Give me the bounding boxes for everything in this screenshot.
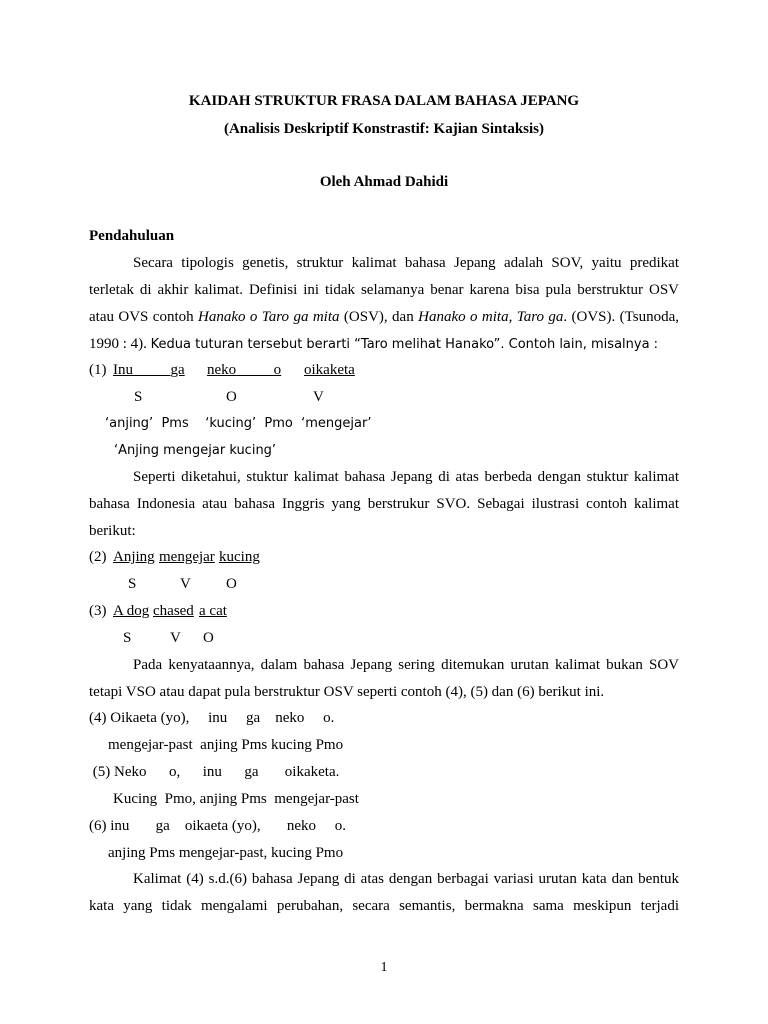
section-heading: Pendahuluan — [89, 228, 175, 244]
text-run: Kedua tuturan tersebut berarti “Taro melihat Hanako”. Contoh lain, misalnya : — [150, 337, 659, 352]
word: neko — [207, 362, 237, 378]
example-word: kucing — [219, 549, 260, 565]
syntax-label-v: V — [170, 630, 181, 646]
syntax-label-s: S — [128, 576, 137, 592]
word: o — [273, 362, 282, 378]
text-run: . (OVS). (Tsunoda, — [563, 309, 680, 325]
syntax-label-o: O — [226, 576, 237, 592]
example-osv: Hanako o Taro ga mita — [198, 309, 340, 325]
example-number: (1) — [89, 362, 107, 378]
example-gloss: ‘anjing’ Pms ‘kucing’ Pmo ‘mengejar’ — [105, 416, 372, 431]
example-word: A dog — [113, 603, 150, 619]
paragraph-3-line-1: Pada kenyataannya, dalam bahasa Jepang sering ditemukan urutan kalimat bukan SOV — [133, 657, 679, 673]
example-word: mengejar — [159, 549, 215, 565]
example-ovs: Hanako o mita, Taro ga — [418, 309, 564, 325]
paragraph-1-line-2: terletak di akhir kalimat. Definisi ini tidak selamanya benar karena bisa pula berstruktur OSV — [89, 282, 679, 298]
syntax-label-o: O — [226, 389, 237, 405]
example-word: a cat — [199, 603, 227, 619]
example-5-line: (5) Neko o, inu ga oikaketa. — [89, 764, 340, 780]
example-number: (2) — [89, 549, 107, 565]
paragraph-2-line-2: bahasa Indonesia atau bahasa Inggris yang berstrukur SVO. Sebagai ilustrasi contoh kalimat — [89, 496, 679, 512]
syntax-label-s: S — [123, 630, 132, 646]
paragraph-1-line-1: Secara tipologis genetis, struktur kalimat bahasa Jepang adalah SOV, yaitu predikat — [133, 255, 679, 271]
example-number: (3) — [89, 603, 107, 619]
example-word — [113, 360, 185, 380]
syntax-label-v: V — [180, 576, 191, 592]
paragraph-4-line-2: kata yang tidak mengalami perubahan, secara semantis, bermakna sama meskipun terjadi — [89, 898, 679, 914]
page-number: 1 — [380, 960, 388, 975]
paragraph-1-line-4 — [89, 334, 658, 354]
text-run: (OSV), dan — [339, 309, 419, 325]
example-word — [207, 360, 281, 380]
example-word: oikaketa — [304, 362, 355, 378]
syntax-label-s: S — [134, 389, 143, 405]
example-translation: ‘Anjing mengejar kucing’ — [114, 443, 277, 458]
paper-author: Oleh Ahmad Dahidi — [319, 174, 449, 190]
paper-title: KAIDAH STRUKTUR FRASA DALAM BAHASA JEPANG — [188, 93, 580, 109]
word: Inu — [113, 362, 133, 378]
example-6-gloss: anjing Pms mengejar-past, kucing Pmo — [108, 845, 344, 861]
example-word: Anjing — [113, 549, 155, 565]
paragraph-2-line-1: Seperti diketahui, stuktur kalimat bahasa Jepang di atas berbeda dengan stuktur kalimat — [133, 469, 679, 485]
paragraph-3-line-2: tetapi VSO atau dapat pula berstruktur OSV seperti contoh (4), (5) dan (6) berikut ini. — [89, 684, 605, 700]
example-4-gloss: mengejar-past anjing Pms kucing Pmo — [108, 737, 344, 753]
word: ga — [170, 362, 185, 378]
example-6-line: (6) inu ga oikaeta (yo), neko o. — [89, 818, 347, 834]
text-run: 1990 : 4). — [89, 336, 151, 352]
syntax-label-o: O — [203, 630, 214, 646]
paragraph-4-line-1: Kalimat (4) s.d.(6) bahasa Jepang di atas dengan berbagai variasi urutan kata dan bentuk — [133, 871, 679, 887]
text-run: atau OVS contoh — [89, 309, 199, 325]
paper-subtitle: (Analisis Deskriptif Konstrastif: Kajian Sintaksis) — [223, 121, 545, 137]
syntax-label-v: V — [313, 389, 324, 405]
example-5-gloss: Kucing Pmo, anjing Pms mengejar-past — [113, 791, 359, 807]
example-4-line: (4) Oikaeta (yo), inu ga neko o. — [89, 710, 335, 726]
example-word: chased — [153, 603, 194, 619]
paragraph-2-line-3: berikut: — [89, 523, 136, 539]
paragraph-1-line-3 — [89, 307, 679, 327]
